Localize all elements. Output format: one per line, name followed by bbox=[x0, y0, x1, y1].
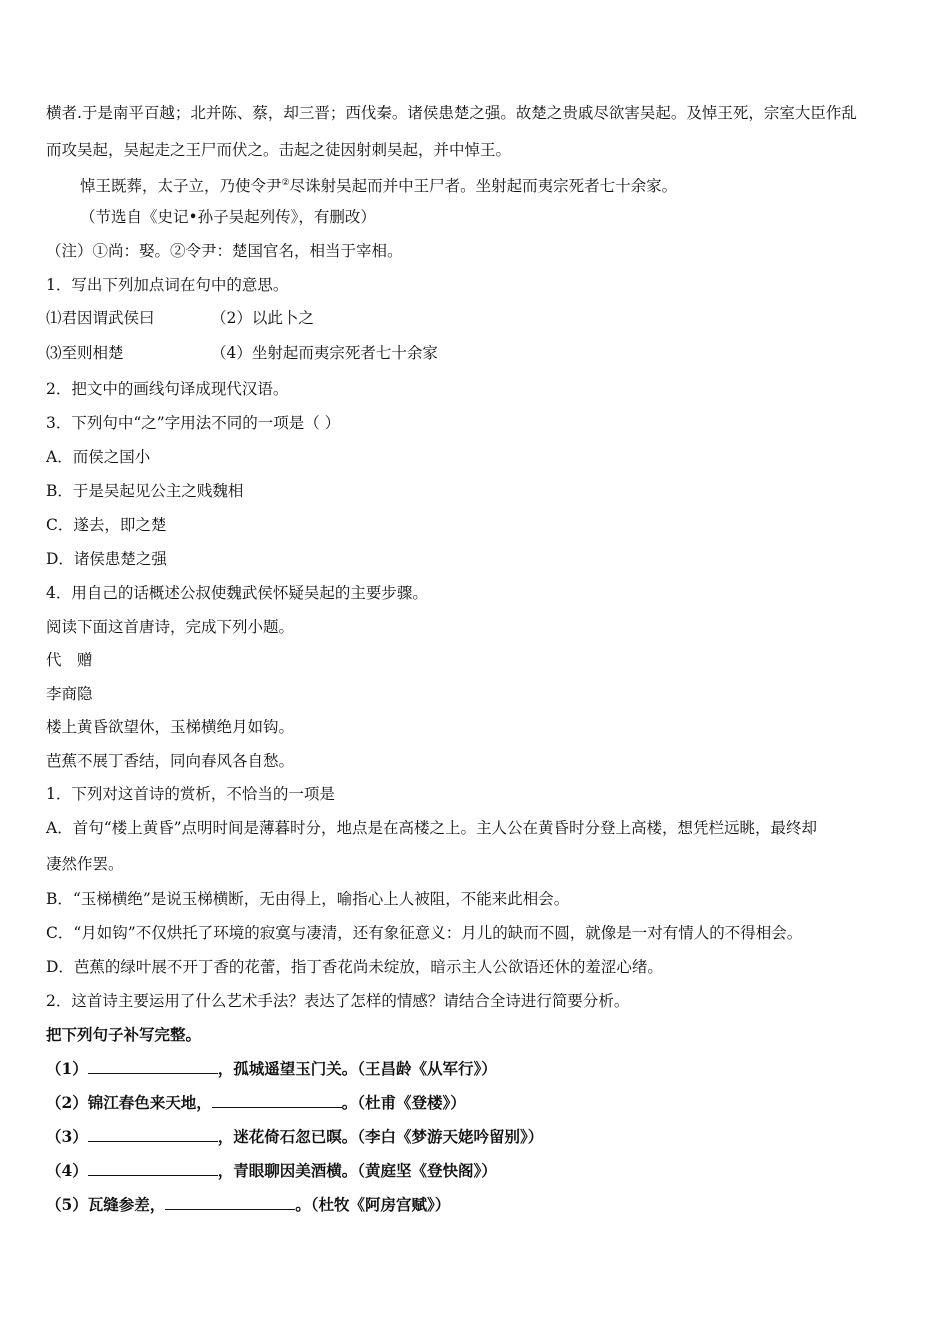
poem-option-a-cont: 凄然作罢。 bbox=[46, 855, 124, 873]
poem-question-2: 2．这首诗主要运用了什么艺术手法？表达了怎样的情感？请结合全诗进行简要分析。 bbox=[46, 992, 630, 1010]
answer-blank[interactable] bbox=[88, 1161, 218, 1176]
fill-item-2-text: 。（杜甫《登楼》） bbox=[341, 1093, 466, 1112]
fill-item-4 bbox=[46, 1161, 497, 1181]
question-1-item-b: （2）以此卜之 bbox=[211, 309, 314, 327]
poem-author: 李商隐 bbox=[46, 685, 93, 703]
fill-item-1 bbox=[46, 1059, 497, 1079]
poem-intro: 阅读下面这首唐诗，完成下列小题。 bbox=[46, 618, 295, 636]
answer-blank[interactable] bbox=[88, 1127, 218, 1142]
footnote-marker: ② bbox=[281, 178, 290, 188]
poem-title: 代 赠 bbox=[46, 651, 93, 669]
fill-item-2 bbox=[46, 1093, 466, 1113]
question-1-item-d: （4）坐射起而夷宗死者七十余家 bbox=[211, 344, 438, 362]
poem-line-1: 楼上黄昏欲望休，玉梯横绝月如钩。 bbox=[46, 718, 295, 736]
question-1: 1．写出下列加点词在句中的意思。 bbox=[46, 276, 289, 294]
question-1-item-a: ⑴君因谓武侯曰 bbox=[46, 309, 155, 327]
fill-item-4-text: ，青眼聊因美酒横。（黄庭坚《登快阁》） bbox=[217, 1161, 497, 1180]
fill-item-5-text-head: （5）瓦缝参差， bbox=[46, 1195, 166, 1214]
fill-item-3-number: （3） bbox=[46, 1127, 88, 1146]
question-1-row-2 bbox=[46, 343, 438, 363]
question-3: 3．下列句中“之”字用法不同的一项是（ ） bbox=[46, 414, 341, 432]
question-4: 4．用自己的话概述公叔使魏武侯怀疑吴起的主要步骤。 bbox=[46, 584, 428, 602]
fill-item-5 bbox=[46, 1195, 450, 1215]
passage-line-3 bbox=[80, 173, 677, 196]
fill-heading: 把下列句子补写完整。 bbox=[46, 1025, 202, 1044]
passage-note: （注）①尚：娶。②令尹：楚国官名，相当于宰相。 bbox=[46, 242, 403, 260]
fill-item-2-text-head: （2）锦江春色来天地， bbox=[46, 1093, 212, 1112]
poem-option-c: C．“月如钩”不仅烘托了环境的寂寞与凄清，还有象征意义：月儿的缺而不圆，就像是一对有情人的不得相会。 bbox=[46, 924, 803, 942]
fill-item-3 bbox=[46, 1127, 543, 1147]
passage-line-3-a: 悼王既葬，太子立，乃使令尹 bbox=[80, 177, 282, 196]
passage-line-3-b: 尽诛射吴起而并中王尸者。坐射起而夷宗死者七十余家。 bbox=[289, 177, 678, 196]
question-3-option-b: B．于是吴起见公主之贱魏相 bbox=[46, 482, 244, 500]
question-1-row-1 bbox=[46, 308, 314, 328]
poem-option-d: D．芭蕉的绿叶展不开丁香的花蕾，指丁香花尚未绽放，暗示主人公欲语还休的羞涩心绪。 bbox=[46, 958, 663, 976]
question-2: 2．把文中的画线句译成现代汉语。 bbox=[46, 380, 289, 398]
passage-line-1: 横者.于是南平百越；北并陈、蔡，却三晋；西伐秦。诸侯患楚之强。故楚之贵戚尽欲害吴起。及悼王死，宗室大臣作乱 bbox=[46, 104, 857, 122]
poem-option-a: A．首句“楼上黄昏”点明时间是薄暮时分，地点是在高楼之上。主人公在黄昏时分登上高楼，想凭栏远眺，最终却 bbox=[46, 819, 818, 837]
question-3-option-d: D．诸侯患楚之强 bbox=[46, 550, 167, 568]
answer-blank[interactable] bbox=[212, 1093, 342, 1108]
poem-line-2: 芭蕉不展丁香结，同向春风各自愁。 bbox=[46, 752, 295, 770]
passage-line-2: 而攻吴起，吴起走之王尸而伏之。击起之徒因射刺吴起，并中悼王。 bbox=[46, 141, 512, 159]
poem-question-1: 1．下列对这首诗的赏析，不恰当的一项是 bbox=[46, 785, 335, 803]
answer-blank[interactable] bbox=[165, 1195, 295, 1210]
answer-blank[interactable] bbox=[88, 1059, 218, 1074]
question-3-option-c: C．遂去，即之楚 bbox=[46, 516, 167, 534]
fill-item-5-text: 。（杜牧《阿房宫赋》） bbox=[295, 1195, 451, 1214]
fill-item-1-text: ，孤城遥望玉门关。（王昌龄《从军行》） bbox=[217, 1059, 497, 1078]
question-3-option-a: A．而侯之国小 bbox=[46, 448, 151, 466]
poem-option-b: B．“玉梯横绝”是说玉梯横断，无由得上，喻指心上人被阻，不能来此相会。 bbox=[46, 890, 570, 908]
question-1-item-c: ⑶至则相楚 bbox=[46, 344, 124, 362]
passage-source: （节选自《史记•孙子吴起列传》，有删改） bbox=[80, 208, 376, 226]
fill-item-4-number: （4） bbox=[46, 1161, 88, 1180]
fill-item-1-number: （1） bbox=[46, 1059, 88, 1078]
fill-item-3-text: ，迷花倚石忽已暝。（李白《梦游天姥吟留别》） bbox=[217, 1127, 544, 1146]
